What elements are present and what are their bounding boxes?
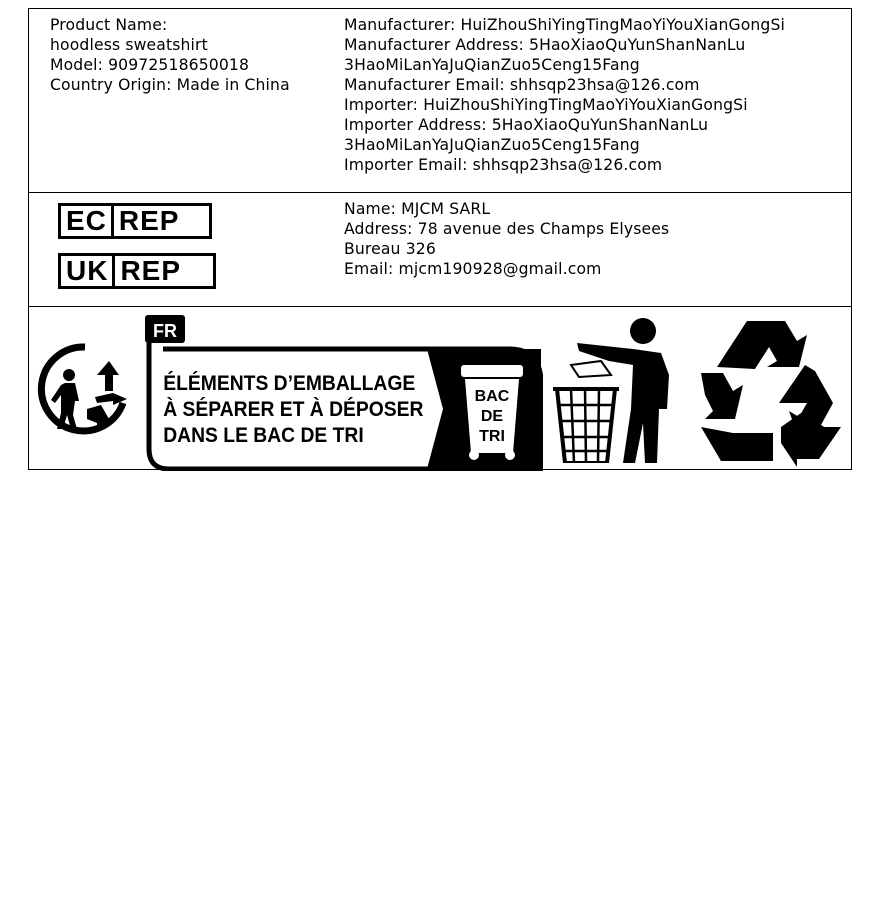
- ec-rep-badge-right: REP: [118, 205, 180, 236]
- uk-rep-badge-left: UK: [61, 256, 115, 286]
- bin-label-2: DE: [480, 408, 504, 425]
- manufacturer-address-2: 3HaoMiLanYaJuQianZuo5Ceng15Fang: [344, 56, 640, 74]
- ec-rep-badge-left: EC: [61, 206, 114, 236]
- tidyman-icon: [549, 317, 684, 463]
- product-model: Model: 90972518650018: [50, 56, 250, 74]
- bin-label-3: TRI: [479, 428, 505, 445]
- product-name-label: Product Name:: [50, 16, 168, 34]
- representative-section: [29, 193, 851, 307]
- manufacturer-email: Manufacturer Email: shhsqp23hsa@126.com: [344, 76, 700, 94]
- manufacturer-importer-details: [344, 15, 785, 175]
- manufacturer-name: Manufacturer: HuiZhouShiYingTingMaoYiYouXianGongSi: [344, 16, 786, 34]
- representative-email: Email: mjcm190928@gmail.com: [344, 260, 602, 278]
- info-tri-icon: [143, 313, 543, 471]
- product-origin: Country Origin: Made in China: [50, 76, 290, 94]
- recycling-section: [29, 307, 851, 471]
- uk-rep-badge-right: REP: [120, 255, 182, 286]
- importer-address-2: 3HaoMiLanYaJuQianZuo5Ceng15Fang: [344, 136, 640, 154]
- representative-address-1: Address: 78 avenue des Champs Elysees: [344, 220, 670, 238]
- product-label: [28, 8, 852, 470]
- product-name-value: hoodless sweatshirt: [50, 36, 208, 54]
- info-tri-line-2: À SÉPARER ET À DÉPOSER: [163, 398, 424, 422]
- triman-icon: [35, 339, 135, 439]
- info-tri-country: FR: [153, 321, 177, 341]
- representative-details: [344, 199, 669, 279]
- importer-address-1: Importer Address: 5HaoXiaoQuYunShanNanLu: [344, 116, 709, 134]
- uk-rep-badge: [58, 253, 216, 289]
- info-tri-line-1: ÉLÉMENTS D’EMBALLAGE: [163, 372, 416, 396]
- ec-rep-badge: [58, 203, 212, 239]
- importer-email: Importer Email: shhsqp23hsa@126.com: [344, 156, 663, 174]
- product-info-section: [29, 9, 851, 193]
- info-tri-line-3: DANS LE BAC DE TRI: [163, 424, 364, 448]
- representative-name: Name: MJCM SARL: [344, 200, 491, 218]
- recycle-icon: [693, 311, 853, 471]
- bin-label-1: BAC: [474, 388, 510, 405]
- product-details: [50, 15, 290, 95]
- importer-name: Importer: HuiZhouShiYingTingMaoYiYouXianGongSi: [344, 96, 748, 114]
- representative-address-2: Bureau 326: [344, 240, 436, 258]
- manufacturer-address-1: Manufacturer Address: 5HaoXiaoQuYunShanNanLu: [344, 36, 746, 54]
